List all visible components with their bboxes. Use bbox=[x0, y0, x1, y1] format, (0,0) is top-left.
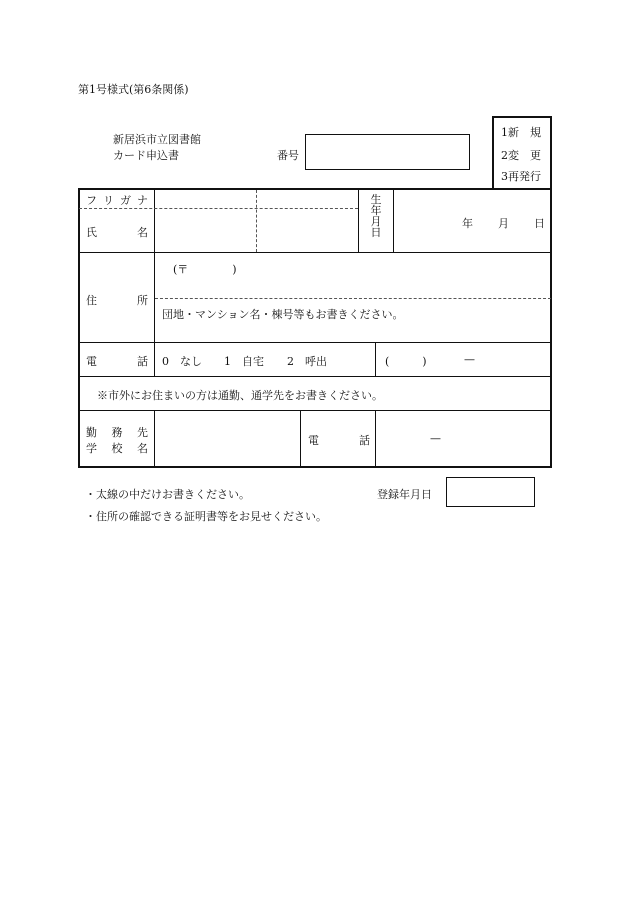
workplace-label: 勤 務 先 bbox=[86, 426, 148, 439]
birth-day-label: 日 bbox=[534, 217, 545, 230]
address-note: 団地・マンション名・棟号等もお書きください。 bbox=[162, 308, 404, 321]
registration-date-label: 登録年月日 bbox=[377, 488, 432, 501]
work-phone-label: 電 話 bbox=[308, 434, 370, 447]
phone-option-home[interactable]: 1 自宅 bbox=[224, 355, 264, 368]
type-reissue[interactable]: 3再発行 bbox=[501, 170, 541, 183]
phone-dash: — bbox=[464, 353, 475, 366]
number-label: 番号 bbox=[277, 149, 299, 162]
family-name-input[interactable] bbox=[155, 209, 256, 252]
library-name: 新居浜市立図書館 bbox=[113, 133, 201, 146]
footer-note-id: ・住所の確認できる証明書等をお見せください。 bbox=[85, 510, 327, 523]
birth-month-label: 月 bbox=[498, 217, 509, 230]
birthdate-label: 生 年 月 日 bbox=[370, 193, 382, 239]
type-change[interactable]: 2変 更 bbox=[501, 149, 541, 162]
name-label: 氏 名 bbox=[86, 226, 148, 239]
address-label: 住 所 bbox=[86, 294, 148, 307]
furigana-label: フ リ ガ ナ bbox=[86, 194, 148, 207]
phone-option-call[interactable]: 2 呼出 bbox=[287, 355, 327, 368]
given-name-input[interactable] bbox=[257, 209, 357, 252]
postal-code-field[interactable]: (〒 ) bbox=[173, 263, 237, 276]
work-phone-dash: — bbox=[430, 432, 441, 445]
birth-year-label: 年 bbox=[462, 217, 473, 230]
furigana-given-input[interactable] bbox=[257, 190, 357, 208]
footer-note-thick-lines: ・太線の中だけお書きください。 bbox=[85, 488, 250, 501]
type-new[interactable]: 1新 規 bbox=[501, 126, 541, 139]
form-title: カード申込書 bbox=[113, 149, 179, 162]
number-field[interactable] bbox=[305, 134, 470, 170]
form-number: 第1号様式(第6条関係) bbox=[78, 83, 189, 96]
outside-city-note: ※市外にお住まいの方は通勤、通学先をお書きください。 bbox=[97, 389, 383, 402]
phone-option-none[interactable]: 0 なし bbox=[162, 355, 202, 368]
phone-area-code[interactable]: ( ) bbox=[385, 355, 427, 368]
registration-date-field[interactable] bbox=[446, 477, 535, 507]
phone-label: 電 話 bbox=[86, 355, 148, 368]
school-label: 学 校 名 bbox=[86, 442, 148, 455]
workplace-input[interactable] bbox=[155, 411, 299, 466]
furigana-family-input[interactable] bbox=[155, 190, 256, 208]
